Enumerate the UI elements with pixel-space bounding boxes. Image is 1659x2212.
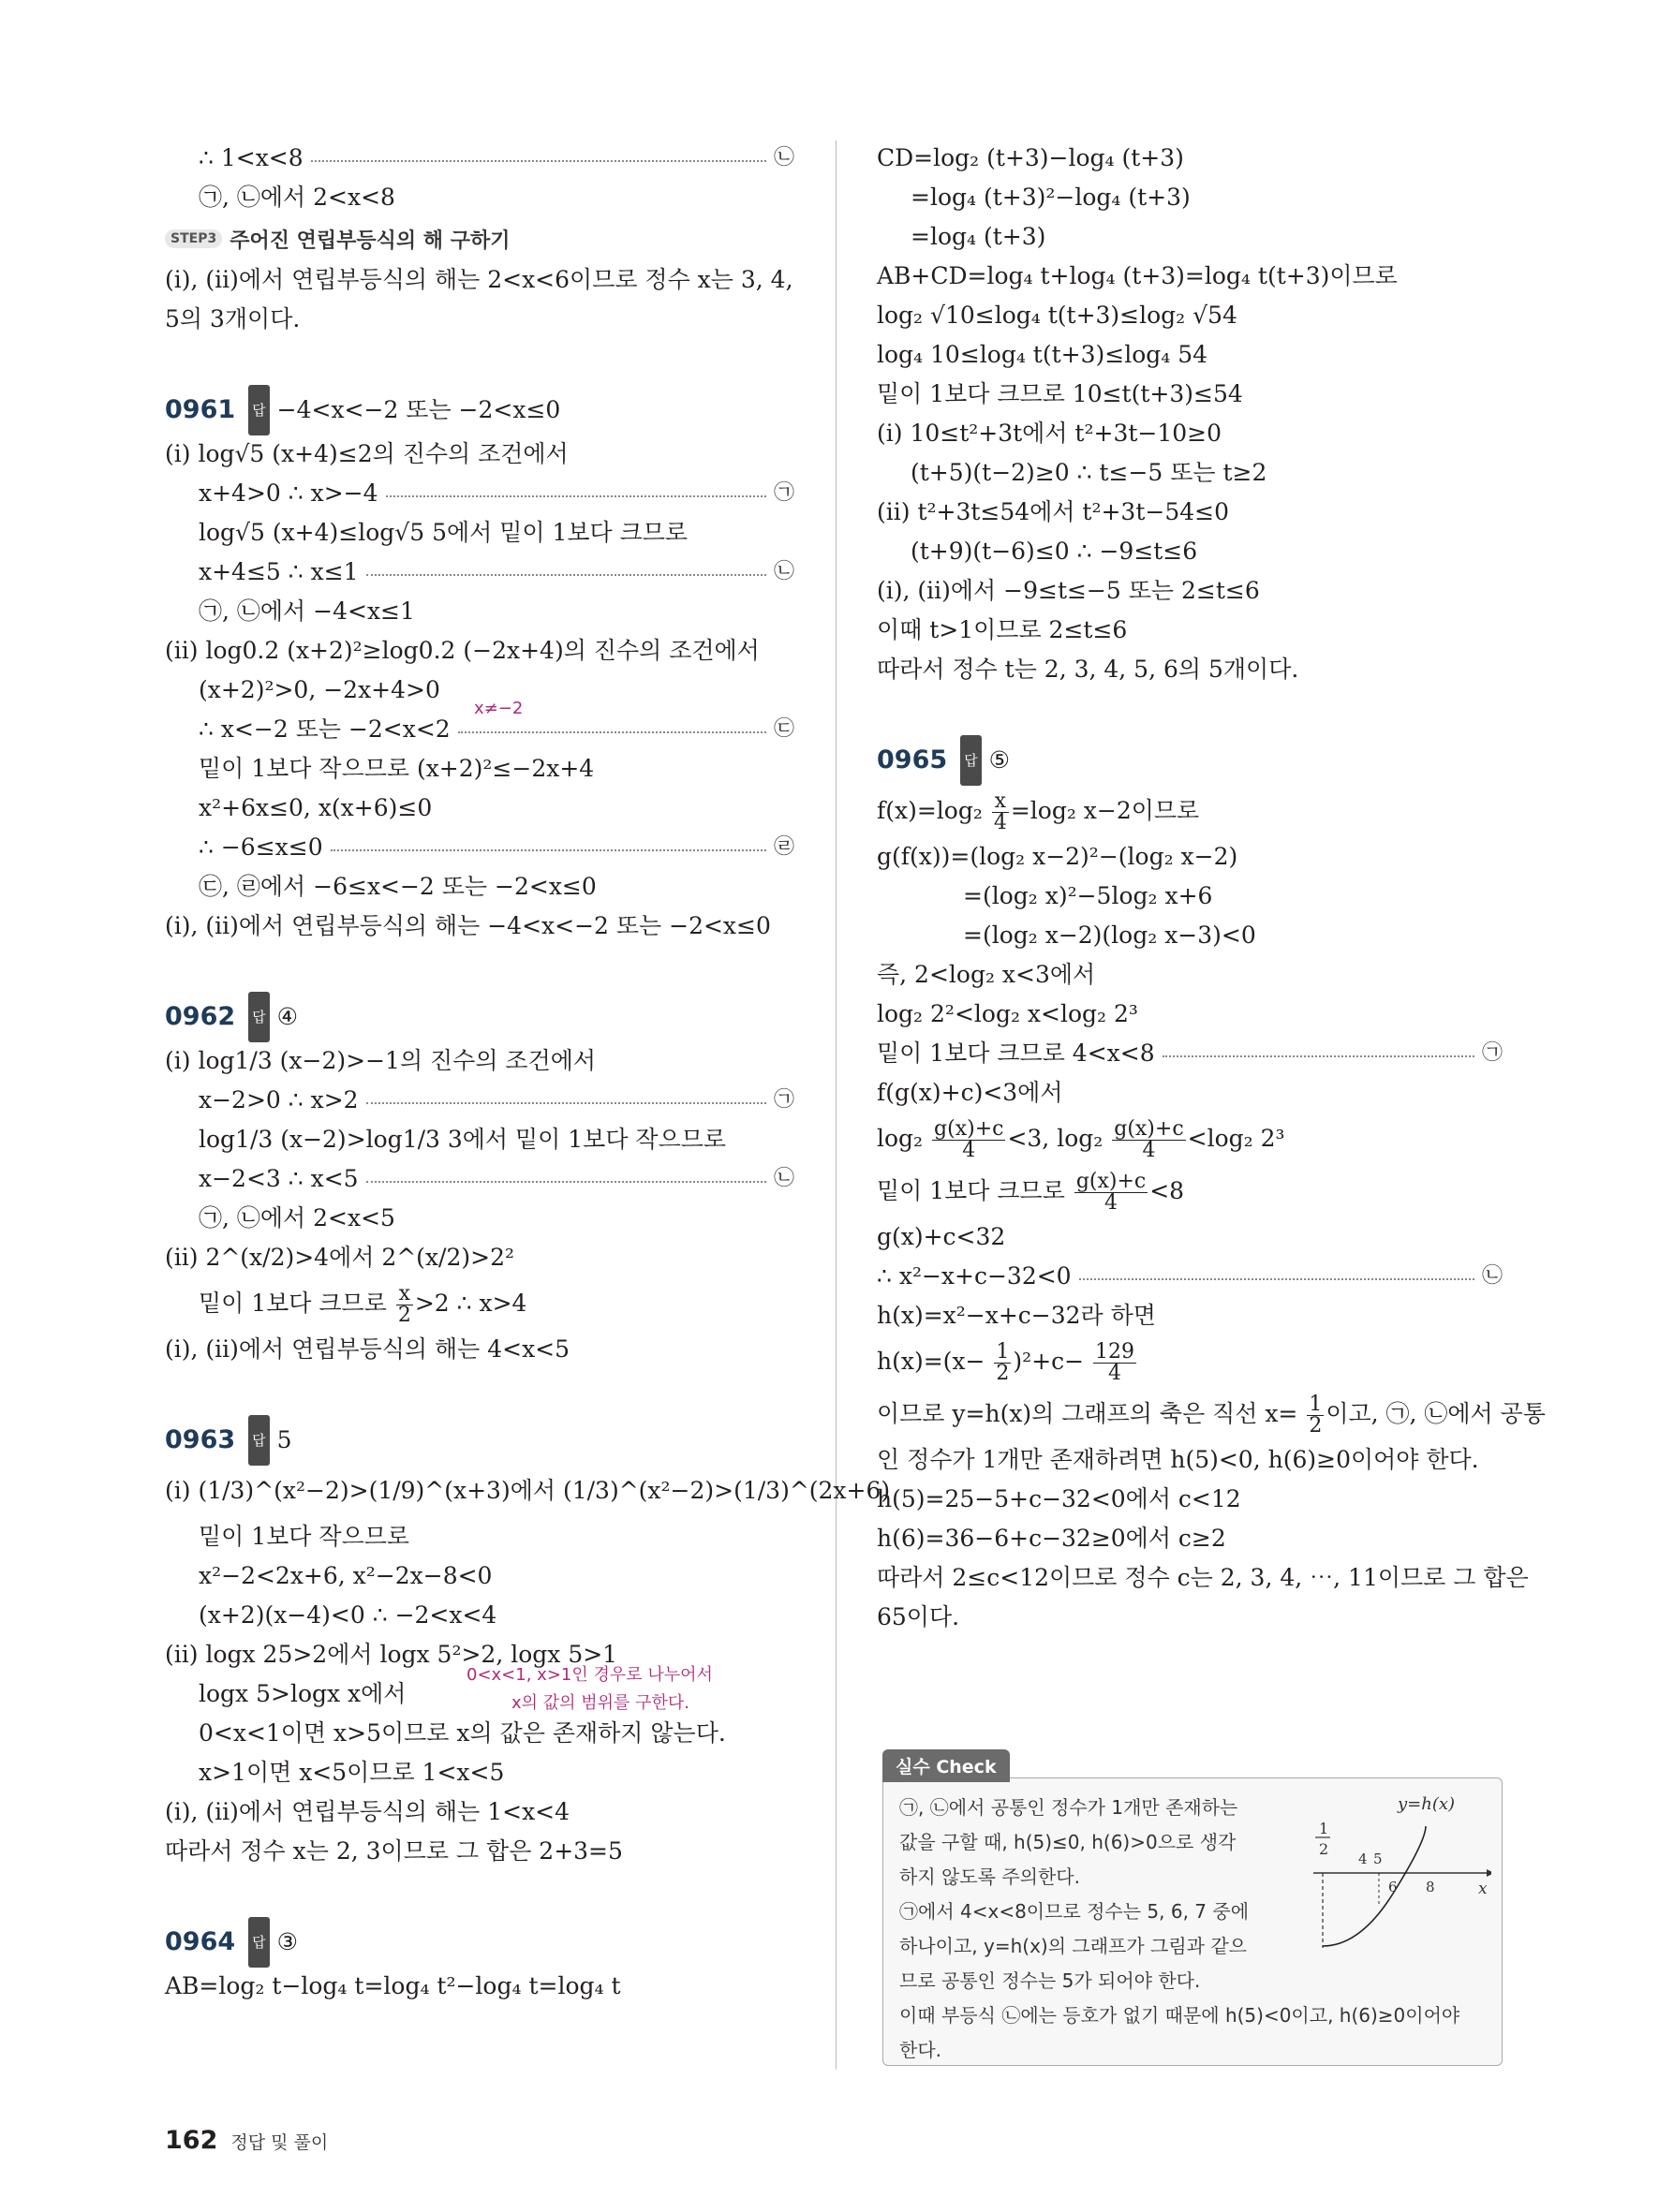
math-line: (ⅰ) 10≤t²+3t에서 t²+3t−10≥0 (877, 420, 1222, 447)
math-line: h(6)=36−6+c−32≥0에서 c≥2 (877, 1525, 1226, 1552)
fraction: $\frac{1}{2}$ (1309, 1393, 1323, 1438)
line-text: <3, log₂ (1007, 1125, 1104, 1152)
math-line: log₄ 10≤log₄ t(t+3)≤log₄ 54 (877, 341, 1208, 368)
check-line: 값을 구할 때, h(5)≤0, h(6)>0으로 생각 (899, 1831, 1237, 1853)
math-line (877, 1257, 1503, 1296)
mark-label: ㉡ (773, 1167, 794, 1190)
math-line: f(g(x)+c)<3에서 (877, 1079, 1063, 1106)
check-line: ㉠에서 4<x<8이므로 정수는 5, 6, 7 중에 (899, 1900, 1250, 1923)
math-line: (t+9)(t−6)≤0 ∴ −9≤t≤6 (911, 538, 1198, 565)
math-line: 즉, 2<log₂ x<3에서 (877, 961, 1096, 988)
math-line: 밑이 1보다 작으므로 (199, 1523, 409, 1550)
math-line: 따라서 정수 t는 2, 3, 4, 5, 6의 5개이다. (877, 656, 1299, 683)
math-line: ㉢, ㉣에서 −6≤x<−2 또는 −2<x≤0 (199, 873, 597, 900)
answer-icon: 답 (248, 1917, 270, 1968)
margin-note: 0<x<1, x>1인 경우로 나누어서 (467, 1665, 713, 1685)
check-line: 이때 부등식 ㉡에는 등호가 없기 때문에 h(5)<0이고, h(6)≥0이어야 (899, 2004, 1460, 2027)
problem-0962-header (165, 993, 794, 1041)
line-text: 밑이 1보다 크므로 (199, 1290, 387, 1317)
line-text: >2 ∴ x>4 (414, 1290, 527, 1317)
problem-number: 0965 (877, 745, 948, 774)
line-text: ∴ −6≤x≤0 (199, 833, 323, 861)
mark-label: ㉣ (773, 835, 794, 859)
fraction: $\frac{g(x)+c}{4}$ (1075, 1170, 1147, 1215)
line-text: 밑이 1보다 크므로 (877, 1177, 1065, 1204)
check-line: 하나이고, y=h(x)의 그래프가 그림과 같으 (899, 1935, 1247, 1957)
step-title: 주어진 연립부등식의 해 구하기 (230, 229, 511, 253)
check-line: 므로 공통인 정수는 5가 되어야 한다. (899, 1969, 1201, 1992)
math-line: (ⅰ) log√5 (x+4)≤2의 진수의 조건에서 (165, 440, 569, 467)
math-line (877, 1388, 1546, 1440)
line-text: h(x)=(x− (877, 1348, 985, 1375)
math-line: (ⅰ), (ⅱ)에서 −9≤t≤−5 또는 2≤t≤6 (877, 577, 1260, 604)
graph-half-den: 2 (1319, 1840, 1329, 1858)
page-footer (165, 2126, 328, 2155)
line-text: 이므로 y=h(x)의 그래프의 축은 직선 x= (877, 1400, 1298, 1427)
math-line (877, 1113, 1503, 1165)
math-line: log₂ √10≤log₄ t(t+3)≤log₂ √54 (877, 302, 1237, 329)
math-line (165, 553, 794, 592)
math-line: log√5 (x+4)≤log√5 5에서 밑이 1보다 크므로 (199, 519, 689, 546)
line-text: f(x)=log₂ (877, 797, 983, 824)
math-line: (ⅰ), (ⅱ)에서 연립부등식의 해는 1<x<4 (165, 1798, 570, 1825)
math-line (165, 1159, 794, 1199)
line-text: )²+c− (1013, 1348, 1085, 1375)
answer-value: ③ (276, 1928, 299, 1955)
math-line: 65이다. (877, 1603, 960, 1630)
math-line: g(f(x))=(log₂ x−2)²−(log₂ x−2) (877, 843, 1238, 870)
axis-label: x (1478, 1880, 1488, 1898)
math-line: 밑이 1보다 작으므로 (x+2)²≤−2x+4 (199, 755, 595, 782)
answer-value: 5 (276, 1426, 292, 1453)
mark-label: ㉡ (773, 146, 794, 170)
line-text: x+4>0 ∴ x>−4 (199, 479, 378, 507)
math-line: (x+2)(x−4)<0 ∴ −2<x<4 (199, 1601, 497, 1629)
footer-title: 정답 및 풀이 (230, 2132, 329, 2153)
math-line: AB+CD=log₄ t+log₄ (t+3)=log₄ t(t+3)이므로 (877, 262, 1398, 289)
answer-value: −4<x<−2 또는 −2<x≤0 (276, 396, 561, 423)
line-text: <8 (1149, 1177, 1185, 1204)
math-line (165, 710, 794, 749)
math-line: (ⅱ) 2^(x/2)>4에서 2^(x/2)>2² (165, 1244, 514, 1271)
math-line: =log₄ (t+3)²−log₄ (t+3) (911, 184, 1191, 211)
answer-icon: 답 (248, 385, 270, 435)
math-line (877, 785, 1503, 837)
problem-0965-header (877, 736, 1503, 785)
fraction: $\frac{129}{4}$ (1095, 1340, 1135, 1385)
answer-icon: 답 (960, 735, 982, 786)
mark-label: ㉠ (773, 481, 794, 505)
line-text: x+4≤5 ∴ x≤1 (199, 558, 359, 585)
line-text: <log₂ 2³ (1187, 1125, 1285, 1152)
mark-label: ㉠ (773, 1088, 794, 1112)
step-heading (165, 217, 794, 260)
math-line: =(log₂ x−2)(log₂ x−3)<0 (963, 922, 1256, 949)
math-line: 따라서 2≤c<12이므로 정수 c는 2, 3, 4, ⋯, 11이므로 그 합은 (877, 1564, 1529, 1591)
mark-label: ㉠ (1481, 1041, 1503, 1065)
problem-number: 0963 (165, 1425, 236, 1454)
math-line: 밑이 1보다 크므로 10≤t(t+3)≤54 (877, 380, 1243, 407)
mark-label: ㉡ (773, 560, 794, 583)
answer-value: ⑤ (988, 746, 1011, 774)
line-text: 이고, ㉠, ㉡에서 공통 (1326, 1400, 1546, 1427)
math-line (165, 671, 794, 718)
math-line: h(5)=25−5+c−32<0에서 c<12 (877, 1485, 1241, 1512)
check-line: ㉠, ㉡에서 공통인 정수가 1개만 존재하는 (899, 1796, 1238, 1819)
math-line: log₂ 2²<log₂ x<log₂ 2³ (877, 1000, 1138, 1027)
math-line: g(x)+c<32 (877, 1223, 1006, 1250)
margin-note: x≠−2 (474, 699, 524, 718)
step-text: (ⅰ), (ⅱ)에서 연립부등식의 해는 2<x<6이므로 정수 x는 3, 4, 5의 3개이다. (165, 266, 793, 332)
fraction: $\frac{x}{4}$ (993, 789, 1007, 834)
math-line: CD=log₂ (t+3)−log₄ (t+3) (877, 144, 1184, 171)
math-line: 따라서 정수 x는 2, 3이므로 그 합은 2+3=5 (165, 1837, 623, 1865)
math-line: x²−2<2x+6, x²−2x−8<0 (199, 1562, 493, 1589)
math-line (165, 1674, 794, 1714)
math-line (165, 139, 794, 178)
math-line: (ⅰ), (ⅱ)에서 연립부등식의 해는 −4<x<−2 또는 −2<x≤0 (165, 912, 771, 939)
line-text: =log₂ x−2이므로 (1010, 797, 1200, 824)
problem-number: 0964 (165, 1927, 236, 1956)
fraction: $\frac{g(x)+c}{4}$ (1114, 1117, 1184, 1162)
tick-4: 4 (1358, 1851, 1368, 1867)
math-line: h(x)=x²−x+c−32라 하면 (877, 1302, 1156, 1329)
math-line (877, 1335, 1503, 1388)
line-text: logx 5>logx x에서 (199, 1680, 407, 1707)
graph-half-num: 1 (1319, 1820, 1329, 1837)
answer-icon: 답 (248, 992, 270, 1042)
math-line (165, 1635, 794, 1685)
problem-number: 0961 (165, 395, 236, 424)
math-line: (ⅱ) log0.2 (x+2)²≥log0.2 (−2x+4)의 진수의 조건에서 (165, 637, 760, 664)
math-line (165, 474, 794, 513)
mistake-check-box (882, 1749, 1504, 2068)
fraction: $\frac{g(x)+c}{4}$ (934, 1117, 1004, 1162)
check-line: 하지 않도록 주의한다. (899, 1865, 1080, 1888)
math-line: x>1이면 x<5이므로 1<x<5 (199, 1759, 505, 1786)
math-line (877, 1034, 1503, 1073)
line-text: ∴ 1<x<8 (199, 144, 304, 171)
math-line: x²+6x≤0, x(x+6)≤0 (199, 794, 433, 821)
step-badge: STEP3 (165, 229, 222, 248)
math-line (165, 1277, 794, 1330)
tick-6: 6 (1388, 1879, 1398, 1895)
page-number: 162 (165, 2126, 218, 2155)
line-text: ∴ x<−2 또는 −2<x<2 (199, 715, 451, 743)
line-text: x−2<3 ∴ x<5 (199, 1165, 359, 1192)
check-line: 한다. (899, 2039, 941, 2061)
math-line: AB=log₂ t−log₄ t=log₄ t²−log₄ t=log₄ t (165, 1972, 621, 1999)
margin-note: x의 값의 범위를 구한다. (511, 1693, 690, 1713)
problem-0961-header (165, 386, 794, 435)
fraction: $\frac{x}{2}$ (397, 1282, 411, 1327)
math-line (877, 1165, 1503, 1217)
math-line: =(log₂ x)²−5log₂ x+6 (963, 882, 1213, 909)
fraction: $\frac{1}{2}$ (996, 1340, 1010, 1385)
math-line: (ⅰ) log1/3 (x−2)>−1의 진수의 조건에서 (165, 1047, 597, 1074)
math-line: log1/3 (x−2)>log1/3 3에서 밑이 1보다 작으므로 (199, 1126, 727, 1153)
answer-icon: 답 (248, 1415, 270, 1466)
mark-label: ㉢ (773, 717, 794, 741)
problem-number: 0962 (165, 1002, 236, 1031)
math-line: 인 정수가 1개만 존재하려면 h(5)<0, h(6)≥0이어야 한다. (877, 1446, 1479, 1473)
math-line: (t+5)(t−2)≥0 ∴ t≤−5 또는 t≥2 (911, 459, 1267, 486)
math-line (165, 1081, 794, 1120)
check-text (899, 1791, 1460, 2068)
right-column (877, 139, 1546, 1637)
math-line: 0<x<1이면 x>5이므로 x의 값은 존재하지 않는다. (199, 1719, 726, 1747)
line-text: ∴ x²−x+c−32<0 (877, 1262, 1072, 1290)
math-line: 이때 t>1이므로 2≤t≤6 (877, 616, 1128, 643)
column-divider (836, 140, 837, 2070)
graph-label: y=h(x) (1398, 1794, 1456, 1814)
check-tab: 실수 Check (882, 1749, 1010, 1782)
math-line: (ⅱ) t²+3t≤54에서 t²+3t−54≤0 (877, 498, 1229, 525)
mark-label: ㉡ (1481, 1264, 1503, 1288)
problem-0964-header (165, 1918, 794, 1967)
parabola-graph (1304, 1789, 1491, 1957)
math-line: ㉠, ㉡에서 2<x<5 (199, 1204, 395, 1231)
line-text: (ⅱ) logx 25>2에서 logx 5²>2, logx 5>1 (165, 1641, 618, 1668)
tick-5: 5 (1373, 1851, 1383, 1867)
line-text: x−2>0 ∴ x>2 (199, 1086, 359, 1113)
left-column (165, 139, 891, 2006)
math-line: ㉠, ㉡에서 2<x<8 (199, 184, 395, 211)
math-line: ㉠, ㉡에서 −4<x≤1 (199, 597, 415, 625)
problem-0963-header (165, 1416, 794, 1465)
math-line: (ⅰ), (ⅱ)에서 연립부등식의 해는 4<x<5 (165, 1335, 570, 1363)
line-text: 밑이 1보다 크므로 4<x<8 (877, 1040, 1155, 1067)
math-line (165, 828, 794, 867)
answer-value: ④ (276, 1003, 299, 1030)
parabola-curve (1323, 1826, 1426, 1946)
line-text: log₂ (877, 1125, 924, 1152)
line-text: (x+2)²>0, −2x+4>0 (199, 676, 440, 703)
math-line: =log₄ (t+3) (911, 223, 1046, 250)
math-line: (ⅰ) (1/3)^(x²−2)>(1/9)^(x+3)에서 (1/3)^(x²−2)>(1/3)^(2x+6) (165, 1477, 891, 1504)
tick-8: 8 (1426, 1879, 1435, 1895)
